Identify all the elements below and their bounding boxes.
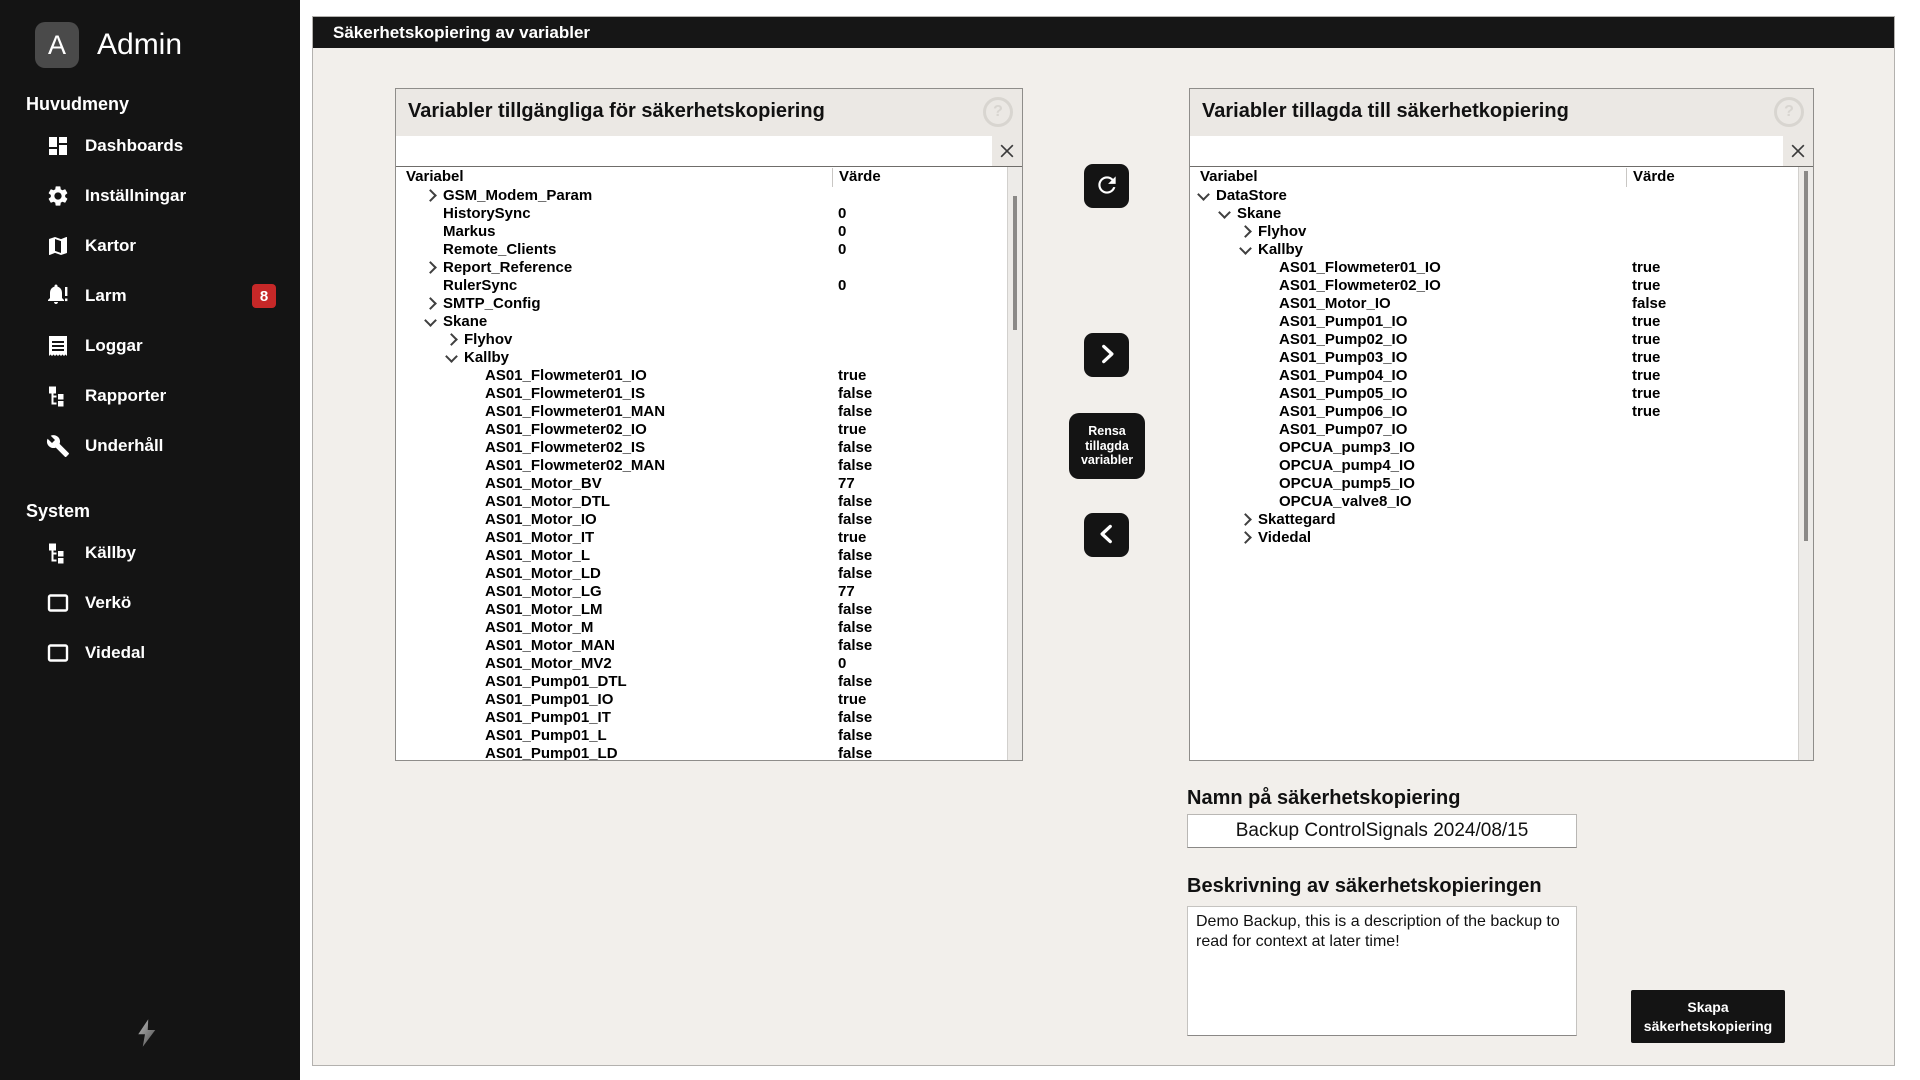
tree-node-label: HistorySync [443, 205, 531, 222]
tree-row[interactable] [1190, 457, 1813, 475]
tree-node-label: AS01_Motor_MV2 [485, 655, 612, 672]
tree-row[interactable] [396, 295, 1022, 313]
reports-tree-icon [45, 383, 71, 409]
map-icon [45, 233, 71, 259]
tree-node-value: false [838, 403, 873, 420]
tree-row[interactable] [396, 709, 1022, 727]
logs-receipt-icon [45, 333, 71, 359]
tree-node-label: AS01_Pump01_IO [1279, 313, 1408, 330]
tree-node-label: OPCUA_pump5_IO [1279, 475, 1415, 492]
tree-node-value: 0 [838, 205, 847, 222]
expand-icon[interactable] [1239, 531, 1252, 544]
tree-node-label: AS01_Flowmeter02_MAN [485, 457, 666, 474]
tree-node-label: AS01_Pump01_LD [485, 745, 618, 760]
tree-node-label: AS01_Pump01_DTL [485, 673, 627, 690]
tree-row[interactable] [1190, 529, 1813, 547]
added-variables-list [1190, 166, 1813, 760]
tree-node-label: AS01_Motor_DTL [485, 493, 611, 510]
content-card [312, 16, 1895, 1066]
tree-node-value: true [1632, 403, 1661, 420]
chevron-left-icon [1094, 521, 1120, 550]
tree-row[interactable] [396, 583, 1022, 601]
tree-row[interactable] [396, 511, 1022, 529]
column-value: Värde [832, 168, 881, 187]
scrollbar-thumb[interactable] [1804, 171, 1808, 541]
added-panel-title: Variabler tillagda till säkerhetkopiering [1202, 100, 1569, 122]
column-value: Värde [1626, 168, 1675, 187]
tree-row[interactable] [396, 349, 1022, 367]
sidebar-item-dashboards[interactable] [0, 121, 300, 171]
sidebar-item-verk-[interactable] [0, 578, 300, 628]
add-selected-button[interactable] [1084, 333, 1129, 377]
tree-row[interactable] [396, 547, 1022, 565]
sidebar-item-label: Verkö [85, 593, 132, 612]
tree-node-label: Videdal [1258, 529, 1312, 546]
tree-node-label: SMTP_Config [443, 295, 541, 312]
tree-row[interactable] [1190, 421, 1813, 439]
expand-icon[interactable] [424, 189, 437, 202]
tree-node-value: true [1632, 331, 1661, 348]
sidebar-item-inst-llningar[interactable] [0, 171, 300, 221]
tree-node-value: 0 [838, 223, 847, 240]
tree-node-label: OPCUA_pump3_IO [1279, 439, 1415, 456]
tree-node-value: false [838, 457, 873, 474]
expand-icon[interactable] [424, 297, 437, 310]
tree-row[interactable] [396, 313, 1022, 331]
tree-node-label: AS01_Flowmeter02_IO [485, 421, 647, 438]
tree-row[interactable] [396, 475, 1022, 493]
tree-node-value: true [1632, 313, 1661, 330]
tree-node-value: false [838, 439, 873, 456]
sidebar-item-loggar[interactable] [0, 321, 300, 371]
tree-node-label: AS01_Motor_BV [485, 475, 602, 492]
tree-row[interactable] [396, 529, 1022, 547]
collapse-icon[interactable] [1197, 188, 1210, 201]
collapse-icon[interactable] [424, 314, 437, 327]
tree-row[interactable] [1190, 493, 1813, 511]
sidebar-item-videdal[interactable] [0, 628, 300, 678]
tree-node-value: true [838, 421, 867, 438]
tree-node-value: false [838, 709, 873, 726]
sidebar-item-rapporter[interactable] [0, 371, 300, 421]
expand-icon[interactable] [445, 333, 458, 346]
tree-node-value: 0 [838, 655, 847, 672]
tree-row[interactable] [1190, 187, 1813, 205]
tree-node-value: false [838, 619, 873, 636]
tree-node-label: AS01_Flowmeter02_IS [485, 439, 646, 456]
refresh-icon [1094, 172, 1120, 201]
tree-node-label: AS01_Motor_LG [485, 583, 602, 600]
available-variables-list [396, 166, 1022, 760]
tree-node-label: AS01_Pump03_IO [1279, 349, 1408, 366]
tree-node-value: false [838, 511, 873, 528]
tree-row[interactable] [396, 439, 1022, 457]
tree-node-value: true [1632, 367, 1661, 384]
tree-node-label: AS01_Motor_LD [485, 565, 601, 582]
tree-node-value: false [838, 727, 873, 744]
collapse-icon[interactable] [1239, 242, 1252, 255]
clear-search-icon[interactable] [994, 138, 1020, 164]
system-tree-icon [45, 540, 71, 566]
tree-row[interactable] [1190, 241, 1813, 259]
tree-row[interactable] [1190, 295, 1813, 313]
tree-node-value: true [838, 691, 867, 708]
sidebar-item-label: Larm [85, 286, 127, 305]
tree-node-value: false [838, 637, 873, 654]
tree-row[interactable] [396, 205, 1022, 223]
sidebar-item-label: Källby [85, 543, 137, 562]
sidebar-item-underh-ll[interactable] [0, 421, 300, 471]
tree-node-label: Markus [443, 223, 496, 240]
sidebar-item-label: Inställningar [85, 186, 187, 205]
list-header [1190, 167, 1813, 187]
window-icon [45, 640, 71, 666]
tree-node-label: Skattegard [1258, 511, 1336, 528]
tree-node-value: true [838, 367, 867, 384]
tree-row[interactable] [396, 187, 1022, 205]
tree-node-label: Kallby [1258, 241, 1304, 258]
remove-selected-button[interactable] [1084, 513, 1129, 557]
tree-node-label: Skane [443, 313, 488, 330]
tree-row[interactable] [396, 367, 1022, 385]
tree-row[interactable] [396, 421, 1022, 439]
user-profile[interactable] [35, 22, 300, 68]
available-panel-title: Variabler tillgängliga för säkerhetskopiering [408, 100, 825, 122]
tree-node-label: AS01_Motor_L [485, 547, 591, 564]
lightning-bolt-icon [132, 1018, 162, 1052]
sidebar-item-k-llby[interactable] [0, 528, 300, 578]
sidebar-section-label: Huvudmeny [26, 94, 130, 114]
tree-row[interactable] [396, 259, 1022, 277]
added-variables-panel [1189, 88, 1814, 761]
tree-row[interactable] [1190, 277, 1813, 295]
alarm-count-badge: 8 [252, 284, 276, 308]
tree-row[interactable] [1190, 403, 1813, 421]
tree-node-label: AS01_Pump01_L [485, 727, 607, 744]
column-variable: Variabel [406, 168, 464, 185]
tree-row[interactable] [396, 385, 1022, 403]
expand-icon[interactable] [1239, 225, 1252, 238]
sidebar-item-kartor[interactable] [0, 221, 300, 271]
tree-node-label: AS01_Motor_MAN [485, 637, 616, 654]
tree-node-value: false [1632, 295, 1667, 312]
help-icon[interactable]: ? [983, 97, 1013, 127]
page-title: Säkerhetskopiering av variabler [333, 23, 591, 42]
tree-row[interactable] [396, 673, 1022, 691]
tree-node-label: RulerSync [443, 277, 518, 294]
tree-row[interactable] [1190, 331, 1813, 349]
tree-node-label: AS01_Pump05_IO [1279, 385, 1408, 402]
sidebar [0, 0, 300, 1080]
added-search-input[interactable] [1190, 136, 1783, 166]
tree-row[interactable] [1190, 313, 1813, 331]
tree-node-value: false [838, 547, 873, 564]
window-icon [45, 590, 71, 616]
tree-row[interactable] [396, 277, 1022, 295]
page-titlebar [313, 17, 1894, 48]
collapse-icon[interactable] [445, 350, 458, 363]
tree-node-label: AS01_Pump01_IT [485, 709, 611, 726]
tree-node-value: false [838, 565, 873, 582]
tree-row[interactable] [1190, 223, 1813, 241]
tree-row[interactable] [396, 493, 1022, 511]
sidebar-item-label: Loggar [85, 336, 143, 355]
sidebar-item-label: Videdal [85, 643, 146, 662]
help-icon[interactable]: ? [1774, 97, 1804, 127]
tree-row[interactable] [396, 727, 1022, 745]
tree-node-value: false [838, 673, 873, 690]
tree-row[interactable] [1190, 511, 1813, 529]
tree-node-value: true [838, 529, 867, 546]
tree-row[interactable] [396, 619, 1022, 637]
alarm-bell-icon [45, 283, 71, 309]
tree-row[interactable] [1190, 475, 1813, 493]
tree-row[interactable] [396, 565, 1022, 583]
refresh-button[interactable] [1084, 164, 1129, 208]
tree-node-value: true [1632, 259, 1661, 276]
user-name: Admin [97, 28, 183, 61]
tree-node-value: 0 [838, 241, 847, 258]
sidebar-item-label: Underhåll [85, 436, 164, 455]
tree-node-label: AS01_Flowmeter01_IS [485, 385, 646, 402]
tree-node-label: AS01_Pump02_IO [1279, 331, 1408, 348]
backup-name-label: Namn på säkerhetskopiering [1187, 787, 1461, 809]
clear-search-icon[interactable] [1785, 138, 1811, 164]
tree-node-label: AS01_Flowmeter02_IO [1279, 277, 1441, 294]
scrollbar-thumb[interactable] [1013, 196, 1017, 330]
tree-row[interactable] [1190, 205, 1813, 223]
tree-node-label: OPCUA_pump4_IO [1279, 457, 1415, 474]
tree-node-label: AS01_Motor_LM [485, 601, 603, 618]
tree-row[interactable] [1190, 259, 1813, 277]
tree-node-label: AS01_Pump01_IO [485, 691, 614, 708]
tree-node-label: GSM_Modem_Param [443, 187, 593, 204]
tree-node-label: Flyhov [1258, 223, 1307, 240]
tree-node-value: false [838, 385, 873, 402]
tree-node-label: AS01_Motor_IO [485, 511, 597, 528]
tree-node-label: Report_Reference [443, 259, 573, 276]
tree-row[interactable] [1190, 439, 1813, 457]
tree-row[interactable] [396, 223, 1022, 241]
available-variables-panel [395, 88, 1023, 761]
tree-row[interactable] [396, 691, 1022, 709]
sidebar-item-label: Dashboards [85, 136, 184, 155]
sidebar-item-label: Rapporter [85, 386, 167, 405]
available-search-input[interactable] [396, 136, 992, 166]
backup-description-label: Beskrivning av säkerhetskopieringen [1187, 875, 1542, 897]
backup-description-textarea[interactable] [1187, 906, 1577, 1036]
tree-row[interactable] [1190, 349, 1813, 367]
tree-row[interactable] [396, 637, 1022, 655]
tree-row[interactable] [396, 655, 1022, 673]
expand-icon[interactable] [1239, 513, 1252, 526]
sidebar-section-label: System [26, 501, 91, 521]
tree-node-label: DataStore [1216, 187, 1287, 204]
tree-node-label: OPCUA_valve8_IO [1279, 493, 1412, 510]
tree-node-label: AS01_Pump06_IO [1279, 403, 1408, 420]
tree-node-label: Remote_Clients [443, 241, 557, 258]
tree-node-value: true [1632, 385, 1661, 402]
tree-node-label: Flyhov [464, 331, 513, 348]
tree-row[interactable] [396, 331, 1022, 349]
tree-node-value: 0 [838, 277, 847, 294]
tree-node-label: AS01_Pump04_IO [1279, 367, 1408, 384]
tree-row[interactable] [1190, 385, 1813, 403]
tree-node-value: false [838, 493, 873, 510]
tree-node-label: AS01_Flowmeter01_MAN [485, 403, 666, 420]
tree-node-label: AS01_Flowmeter01_IO [1279, 259, 1441, 276]
tree-row[interactable] [1190, 367, 1813, 385]
tree-node-value: false [838, 745, 873, 760]
sidebar-item-larm[interactable] [0, 271, 300, 321]
dashboards-icon [45, 133, 71, 159]
column-variable: Variabel [1200, 168, 1258, 185]
expand-icon[interactable] [424, 261, 437, 274]
tree-node-label: AS01_Flowmeter01_IO [485, 367, 647, 384]
avatar: A [35, 22, 79, 68]
scrollbar-track[interactable] [1798, 167, 1813, 760]
tree-node-value: 77 [838, 583, 855, 600]
maintenance-wrench-icon [45, 433, 71, 459]
tree-node-value: 77 [838, 475, 855, 492]
sidebar-item-label: Kartor [85, 236, 137, 255]
chevron-right-icon [1094, 341, 1120, 370]
tree-node-label: AS01_Motor_M [485, 619, 594, 636]
settings-gear-icon [45, 183, 71, 209]
tree-node-label: AS01_Motor_IT [485, 529, 595, 546]
tree-row[interactable] [396, 403, 1022, 421]
scrollbar-track[interactable] [1007, 167, 1022, 760]
tree-node-value: true [1632, 277, 1661, 294]
tree-row[interactable] [396, 601, 1022, 619]
tree-node-value: true [1632, 349, 1661, 366]
tree-row[interactable] [396, 241, 1022, 259]
tree-node-label: AS01_Motor_IO [1279, 295, 1391, 312]
create-backup-button[interactable]: Skapa säkerhetskopiering [1631, 990, 1785, 1043]
tree-node-value: false [838, 601, 873, 618]
list-header [396, 167, 1022, 187]
tree-row[interactable] [396, 745, 1022, 760]
tree-node-label: AS01_Pump07_IO [1279, 421, 1408, 438]
clear-added-button[interactable]: Rensa tillagda variabler [1069, 413, 1145, 479]
tree-node-label: Kallby [464, 349, 510, 366]
collapse-icon[interactable] [1218, 206, 1231, 219]
tree-node-label: Skane [1237, 205, 1282, 222]
tree-row[interactable] [396, 457, 1022, 475]
backup-name-input[interactable] [1187, 814, 1577, 848]
